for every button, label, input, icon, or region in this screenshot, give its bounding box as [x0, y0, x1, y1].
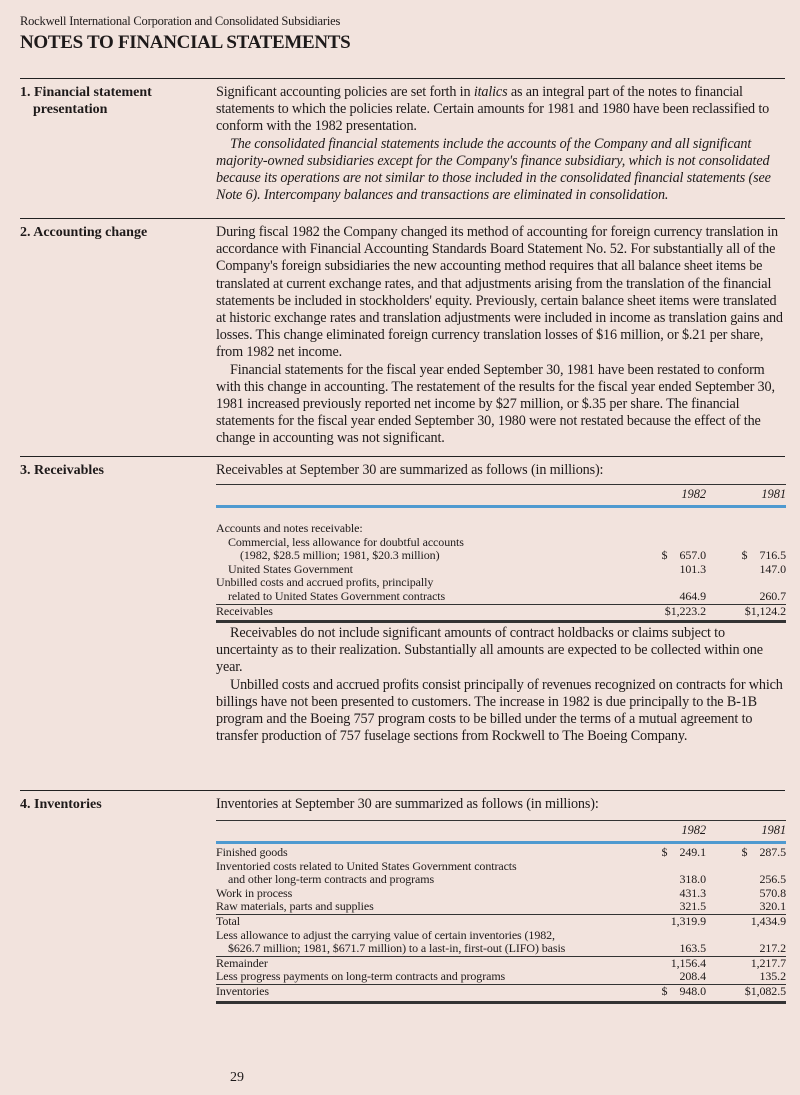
row-label: Work in process [216, 885, 293, 900]
table-header [216, 820, 786, 841]
note-1-paragraph-1: Significant accounting policies are set forth in italics as an integral part of the notes to financial statements to which the policies relate. Certain amounts for 1981 and 1980 have been reclassified to conform with the 1982 presentation. [216, 84, 770, 135]
column-header-1981: 1981 [761, 823, 786, 837]
note-4-label: 4. Inventories [20, 797, 102, 812]
cell-value: 1,434.9 [750, 913, 786, 928]
cell-value: 256.5 [759, 872, 786, 887]
note-2-paragraph-1: During fiscal 1982 the Company changed its method of accounting for foreign currency translation in accordance with Financial Accounting Standards Board Statement No. 52. For substantially all of the Company's foreign subsidiaries the new accounting method requires that all balance sheet items be translated at current exchange rates, and that adjustments arising from the translation of the financial statements be included in stockholders' equity. Previously, certain balance sheet items were translated at historic exchange rates and translation adjustments were included in income as translation gains and losses. This change eliminated foreign currency translation losses of $16 million, or $.21 per share, from 1982 net income. [216, 224, 783, 361]
table-row [216, 536, 786, 550]
table-header [216, 484, 786, 505]
cell-value: $1,223.2 [664, 603, 706, 618]
cell-value: 1,156.4 [670, 955, 706, 970]
row-label: Commercial, less allowance for doubtful accounts [228, 534, 464, 549]
cell-1981 [759, 942, 786, 956]
cell-1981 [759, 563, 786, 577]
note-3-label: 3. Receivables [20, 463, 104, 478]
cell-value: 249.1 [679, 845, 706, 859]
cell-1981 [745, 605, 786, 619]
table-row [216, 605, 786, 619]
table-row [216, 929, 786, 943]
table-row [216, 846, 786, 860]
note-4-intro: Inventories at September 30 are summarized as follows (in millions): [216, 796, 599, 812]
note-1-body [216, 84, 786, 204]
note-3-paragraph-1: Receivables do not include significant amounts of contract holdbacks or claims subject to uncertainty as to their realization. Substantially all amounts are expected to be collected within one year. [216, 625, 763, 676]
note-3-paragraph-2: Unbilled costs and accrued profits consist principally of revenues recognized on contracts for which billings have not been presented to customers. The increase in 1982 is due principally to the B-1B program and the Boeing 757 program costs to be billed under the terms of a mutual agreement to transfer production of 757 fuselage sections from Rockwell to The Boeing Company. [216, 676, 783, 745]
cell-1981 [751, 915, 786, 929]
cell-value: 657.0 [679, 548, 706, 563]
section-divider [20, 218, 785, 219]
document-title: NOTES TO FINANCIAL STATEMENTS [20, 32, 351, 53]
cell-1981 [759, 887, 786, 901]
note-2-section [20, 218, 785, 447]
cell-value: 260.7 [759, 588, 786, 603]
cell-1982 [679, 873, 706, 887]
cell-value: $1,124.2 [744, 603, 786, 618]
cell-1981 [759, 873, 786, 887]
cell-1981 [759, 900, 786, 914]
row-label: Total [216, 913, 240, 928]
cell-value: 716.5 [759, 548, 786, 563]
cell-1982 [679, 563, 706, 577]
cell-value: 208.4 [679, 969, 706, 984]
note-3-intro: Receivables at September 30 are summarized as follows (in millions): [216, 462, 604, 478]
cell-value: 431.3 [679, 885, 706, 900]
table-row [216, 985, 786, 999]
column-header-1981: 1981 [761, 487, 786, 501]
table-row [216, 970, 786, 984]
note-4-section [20, 790, 785, 812]
cell-1982 [679, 887, 706, 901]
table-row [216, 549, 786, 563]
table-row [216, 860, 786, 874]
row-label: $626.7 million; 1981, $671.7 million) to a last-in, first-out (LIFO) basis [228, 941, 566, 956]
row-label: Unbilled costs and accrued profits, principally [216, 575, 434, 590]
column-header-1982: 1982 [681, 487, 706, 501]
row-label: and other long-term contracts and programs [228, 872, 435, 887]
note-1-label: 1. Financial statement presentation [20, 85, 152, 117]
cell-1982 [679, 942, 706, 956]
row-label: United States Government [228, 561, 353, 576]
section-divider [20, 78, 785, 79]
note-3-section [20, 456, 785, 478]
cell-value: 1,319.9 [670, 913, 706, 928]
total-rule [216, 620, 786, 623]
cell-value: 464.9 [679, 588, 706, 603]
cell-value: 101.3 [679, 561, 706, 576]
cell-1981 [741, 549, 786, 563]
row-label: Raw materials, parts and supplies [216, 899, 374, 914]
cell-1982 [665, 605, 706, 619]
cell-1981 [745, 985, 786, 999]
cell-1982 [679, 970, 706, 984]
table-row [216, 873, 786, 887]
cell-1982 [671, 957, 706, 971]
row-label: Finished goods [216, 845, 288, 859]
table-row [216, 957, 786, 971]
currency-symbol: $ [661, 983, 668, 998]
receivables-table [216, 484, 786, 623]
currency-symbol: $ [661, 845, 668, 859]
cell-value: 217.2 [759, 941, 786, 956]
cell-value: 570.8 [759, 885, 786, 900]
row-label: Inventories [216, 983, 269, 998]
page-number: 29 [230, 1070, 244, 1085]
table-row [216, 563, 786, 577]
cell-value: 318.0 [679, 872, 706, 887]
cell-1982 [671, 915, 706, 929]
table-row [216, 942, 786, 956]
cell-1982 [661, 549, 706, 563]
table-row [216, 522, 786, 536]
row-label: related to United States Government contracts [228, 588, 446, 603]
cell-value: $1,082.5 [744, 983, 786, 998]
table-row [216, 900, 786, 914]
row-label: Less progress payments on long-term contracts and programs [216, 969, 506, 984]
table-row [216, 915, 786, 929]
cell-1981 [759, 970, 786, 984]
cell-1981 [751, 957, 786, 971]
row-label: Accounts and notes receivable: [216, 521, 363, 535]
cell-value: 321.5 [679, 899, 706, 914]
table-row [216, 887, 786, 901]
cell-value: 135.2 [759, 969, 786, 984]
total-rule [216, 1001, 786, 1004]
cell-value: 287.5 [759, 845, 786, 859]
cell-value: 163.5 [679, 941, 706, 956]
company-name: Rockwell International Corporation and Consolidated Subsidiaries [20, 14, 341, 28]
row-label: (1982, $28.5 million; 1981, $20.3 million) [240, 548, 440, 563]
table-row [216, 576, 786, 590]
row-label: Less allowance to adjust the carrying value of certain inventories (1982, [216, 927, 555, 942]
cell-value: 320.1 [759, 899, 786, 914]
currency-symbol: $ [741, 548, 748, 563]
section-divider [20, 790, 785, 791]
note-1-paragraph-2: The consolidated financial statements include the accounts of the Company and all significant majority-owned subsidiaries except for the Company's finance subsidiary, which is not consolidated because its operations are not similar to those included in the consolidated financial statements (see Note 6). Intercompany balances and transactions are eliminated in consolidation. [216, 135, 771, 204]
table-row [216, 590, 786, 604]
cell-1982 [679, 900, 706, 914]
row-label: Remainder [216, 955, 268, 970]
note-2-label: 2. Accounting change [20, 225, 148, 240]
currency-symbol: $ [661, 548, 668, 563]
cell-value: 948.0 [679, 983, 706, 998]
cell-1982 [661, 846, 706, 860]
column-header-1982: 1982 [681, 823, 706, 837]
cell-1982 [661, 985, 706, 999]
cell-1981 [759, 590, 786, 604]
inventories-table [216, 820, 786, 1004]
cell-1981 [741, 846, 786, 860]
note-2-paragraph-2: Financial statements for the fiscal year ended September 30, 1981 have been restated to conform with this change in accounting. The restatement of the results for the fiscal year ended September 30, 1981 increased previously reported net income by $27 million, or $.35 per share. The financial statements for the fiscal year ended September 30, 1980 were not restated because the effect of the change in accounting was not significant. [216, 361, 775, 447]
row-label: Receivables [216, 603, 273, 618]
cell-value: 147.0 [759, 561, 786, 576]
cell-1982 [679, 590, 706, 604]
section-divider [20, 456, 785, 457]
cell-value: 1,217.7 [750, 955, 786, 970]
currency-symbol: $ [741, 845, 748, 859]
row-label: Inventoried costs related to United States Government contracts [216, 858, 517, 873]
note-1-section [20, 78, 785, 204]
note-2-body [216, 224, 786, 448]
